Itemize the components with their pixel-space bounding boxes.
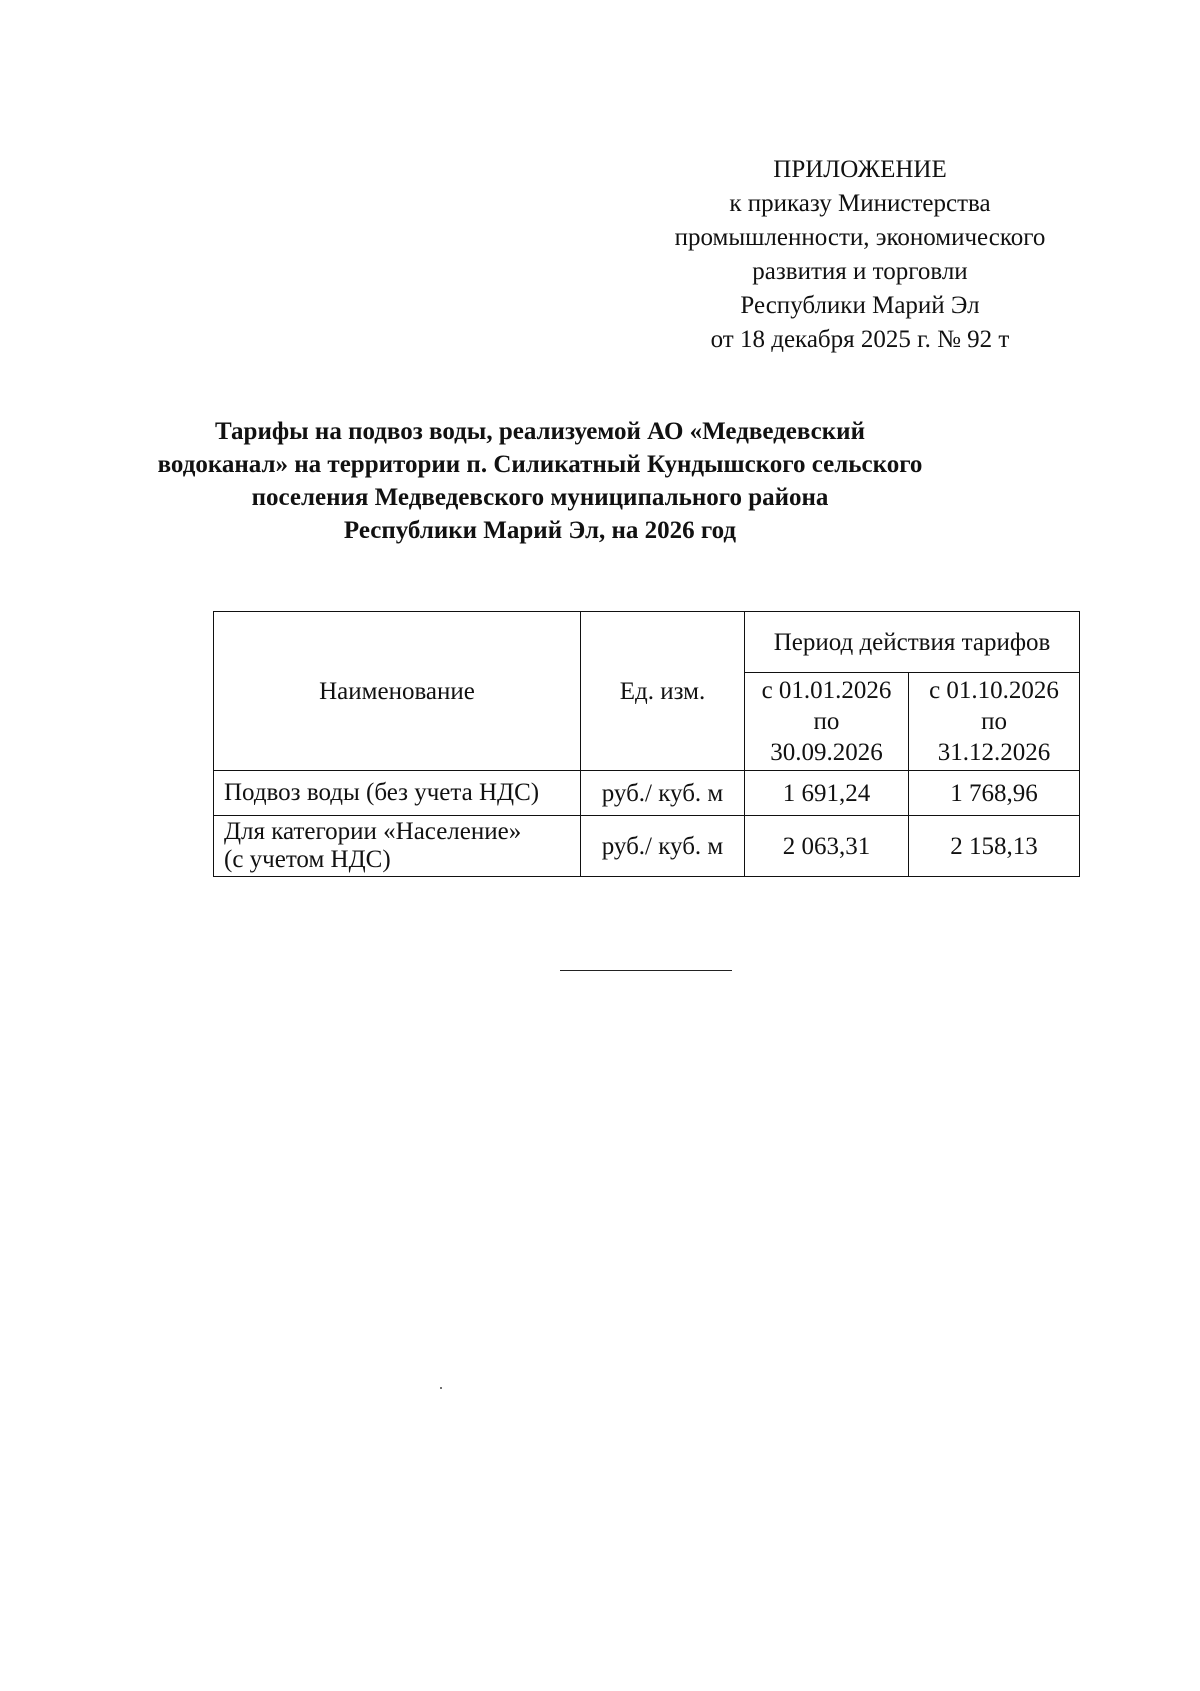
header-period-2 — [909, 673, 1080, 771]
title-line: Республики Марий Эл, на 2026 год — [343, 517, 737, 544]
period-1-to: по — [813, 708, 840, 735]
appendix-line: промышленности, экономического — [674, 224, 1046, 251]
row-value-period-1: 1 691,24 — [745, 771, 909, 816]
appendix-header — [600, 153, 1120, 357]
scan-speck — [440, 1387, 442, 1389]
table-row — [214, 816, 1080, 877]
title-line: поселения Медведевского муниципального района — [251, 484, 829, 511]
row-value-period-1: 2 063,31 — [745, 816, 909, 877]
table-row — [214, 771, 1080, 816]
header-unit: Ед. изм. — [581, 612, 745, 771]
appendix-line: развития и торговли — [752, 258, 968, 285]
period-2-to: по — [981, 708, 1007, 735]
row-name-line: (с учетом НДС) — [224, 846, 391, 873]
header-period: Период действия тарифов — [745, 612, 1080, 673]
title-line: Тарифы на подвоз воды, реализуемой АО «Медведевский — [215, 418, 865, 445]
row-name-line: Подвоз воды (без учета НДС) — [224, 779, 540, 806]
period-1-start: с 01.01.2026 — [761, 677, 892, 704]
document-title — [150, 415, 930, 547]
table-header-row — [214, 612, 1080, 673]
appendix-order-date: от 18 декабря 2025 г. № 92 т — [710, 326, 1010, 353]
period-2-end: 31.12.2026 — [937, 739, 1051, 766]
header-period-1 — [745, 673, 909, 771]
tariff-table — [213, 611, 1080, 877]
row-name-line: Для категории «Население» — [224, 818, 522, 845]
appendix-label: ПРИЛОЖЕНИЕ — [773, 156, 947, 183]
row-name — [214, 816, 581, 877]
closing-divider — [560, 970, 732, 971]
row-unit: руб./ куб. м — [581, 816, 745, 877]
title-line: водоканал» на территории п. Силикатный Кундышского сельского — [157, 451, 923, 478]
row-name — [214, 771, 581, 816]
period-1-end: 30.09.2026 — [770, 739, 883, 766]
row-value-period-2: 2 158,13 — [909, 816, 1080, 877]
appendix-line: Республики Марий Эл — [740, 292, 980, 319]
row-unit: руб./ куб. м — [581, 771, 745, 816]
period-2-start: с 01.10.2026 — [929, 677, 1059, 704]
row-value-period-2: 1 768,96 — [909, 771, 1080, 816]
appendix-line: к приказу Министерства — [729, 190, 991, 217]
header-name: Наименование — [214, 612, 581, 771]
